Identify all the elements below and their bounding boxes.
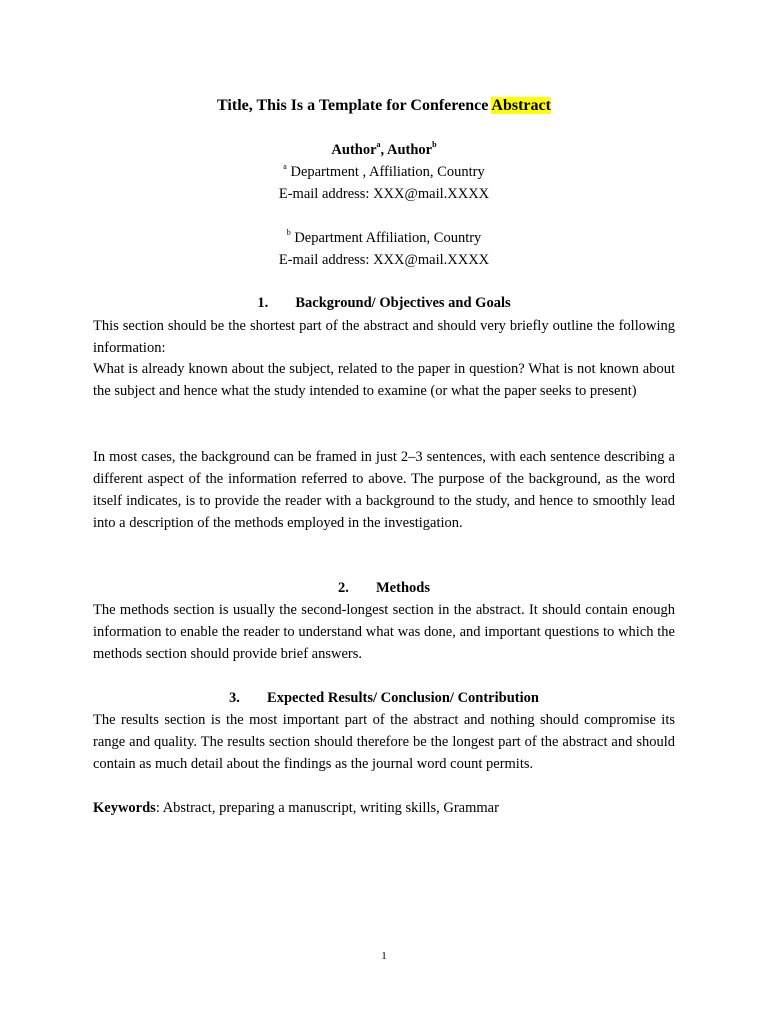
affiliation-b — [0, 228, 768, 248]
keywords-text: : Abstract, preparing a manuscript, writing skills, Grammar — [155, 800, 499, 816]
section-title: Methods — [376, 580, 430, 596]
section-heading-methods — [0, 578, 768, 598]
document-title — [0, 95, 768, 117]
affiliation-a-superscript: a — [283, 162, 287, 172]
section-heading-results — [0, 688, 768, 708]
affiliation-a — [0, 162, 768, 182]
author-2-superscript: b — [432, 140, 437, 150]
email-a: E-mail address: XXX@mail.XXXX — [278, 186, 490, 202]
paragraph: This section should be the shortest part of the abstract and should very briefly outline the following information: — [93, 318, 675, 356]
section-number: 2. — [338, 580, 349, 596]
section-number: 1. — [257, 295, 269, 311]
author-separator: , — [380, 142, 387, 158]
section-title: Expected Results/ Conclusion/ Contribution — [267, 690, 539, 706]
keywords-label: Keywords — [93, 800, 156, 816]
affiliation-b-text: Department Affiliation, Country — [290, 230, 482, 246]
page-number: 1 — [381, 950, 387, 962]
author-line — [0, 140, 768, 160]
paragraph: What is already known about the subject, related to the paper in question? What is not known about the subject and hence what the study intended to examine (or what the paper seeks to present) — [93, 361, 675, 399]
email-b: E-mail address: XXX@mail.XXXX — [278, 252, 490, 268]
paragraph: The results section is the most important part of the abstract and nothing should compromise its range and quality. The results section should therefore be the longest part of the abstract and should contain as much detail about the findings as the journal word count permits. — [93, 712, 675, 772]
paragraph: In most cases, the background can be framed in just 2–3 sentences, with each sentence describing a different aspect of the information referred to above. The purpose of the background, as the word itself indicates, is to provide the reader with a background to the study, and hence to smoothly lead into a description of the methods employed in the investigation. — [93, 449, 675, 531]
author-1-superscript: a — [376, 140, 381, 150]
author-1: Author — [331, 142, 377, 158]
title-highlighted-word: Abstract — [491, 97, 551, 114]
paragraph: The methods section is usually the second-longest section in the abstract. It should contain enough information to enable the reader to understand what was done, and important questions to which the methods section should provide brief answers. — [93, 602, 675, 662]
section-number: 3. — [229, 690, 240, 706]
section-heading-background — [0, 293, 768, 313]
section-title: Background/ Objectives and Goals — [295, 295, 511, 311]
keywords-line — [93, 797, 675, 819]
author-2: Author — [387, 142, 433, 158]
affiliation-b-superscript: b — [286, 228, 291, 238]
title-text: Title, This Is a Template for Conference — [217, 97, 492, 114]
affiliation-a-text: Department , Affiliation, Country — [286, 164, 485, 180]
